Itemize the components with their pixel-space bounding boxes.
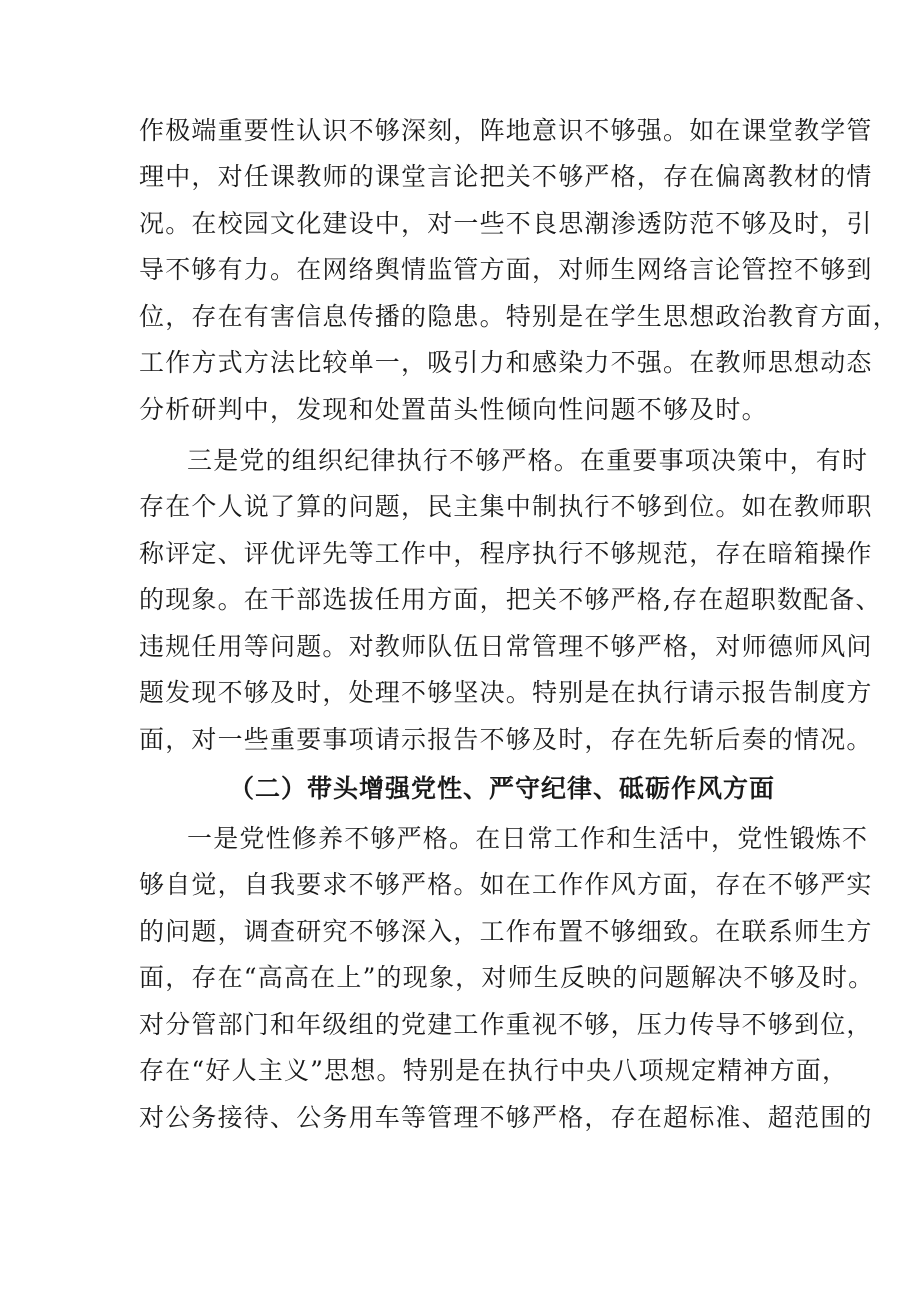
paragraph-line: 分析研判中，发现和处置苗头性倾向性问题不够及时。 — [139, 395, 768, 424]
paragraph-line: 称评定、评优评先等工作中，程序执行不够规范，存在暗箱操作 — [139, 539, 873, 568]
paragraph-line: 够自觉，自我要求不够严格。如在工作作风方面，存在不够严实 — [139, 870, 873, 899]
paragraph-line: 理中，对任课教师的课堂言论把关不够严格，存在偏离教材的情 — [139, 162, 873, 191]
paragraph-line: 面，存在“高高在上”的现象，对师生反映的问题解决不够及时。 — [139, 963, 875, 992]
paragraph-line: 存在“好人主义”思想。特别是在执行中央八项规定精神方面， — [139, 1056, 849, 1085]
paragraph-line: 的问题，调查研究不够深入，工作布置不够细致。在联系师生方 — [139, 917, 873, 946]
paragraph-line: 面，对一些重要事项请示报告不够及时，存在先斩后奏的情况。 — [139, 725, 873, 754]
paragraph-line: 况。在校园文化建设中，对一些不良思潮渗透防范不够及时，引 — [139, 209, 873, 238]
paragraph-line: 违规任用等问题。对教师队伍日常管理不够严格，对师德师风问 — [139, 632, 873, 661]
paragraph-line: 的现象。在干部选拔任用方面，把关不够严格,存在超职数配备、 — [139, 585, 882, 614]
paragraph-line: 三是党的组织纪律执行不够严格。在重要事项决策中，有时 — [187, 446, 869, 475]
paragraph-line: 导不够有力。在网络舆情监管方面，对师生网络言论管控不够到 — [139, 255, 873, 284]
paragraph-line: 工作方式方法比较单一，吸引力和感染力不强。在教师思想动态 — [139, 348, 873, 377]
paragraph-line: 一是党性修养不够严格。在日常工作和生活中，党性锻炼不 — [187, 824, 869, 853]
paragraph-line: 作极端重要性认识不够深刻，阵地意识不够强。如在课堂教学管 — [139, 116, 873, 145]
paragraph-line: 位，存在有害信息传播的隐患。特别是在学生思想政治教育方面， — [139, 302, 899, 331]
paragraph-line: 对分管部门和年级组的党建工作重视不够，压力传导不够到位， — [139, 1010, 873, 1039]
paragraph-line: 对公务接待、公务用车等管理不够严格，存在超标准、超范围的 — [139, 1103, 873, 1132]
paragraph-line: 题发现不够及时，处理不够坚决。特别是在执行请示报告制度方 — [139, 678, 873, 707]
section-heading: （二）带头增强党性、严守纪律、砥砺作风方面 — [229, 774, 776, 803]
paragraph-line: 存在个人说了算的问题，民主集中制执行不够到位。如在教师职 — [139, 492, 873, 521]
